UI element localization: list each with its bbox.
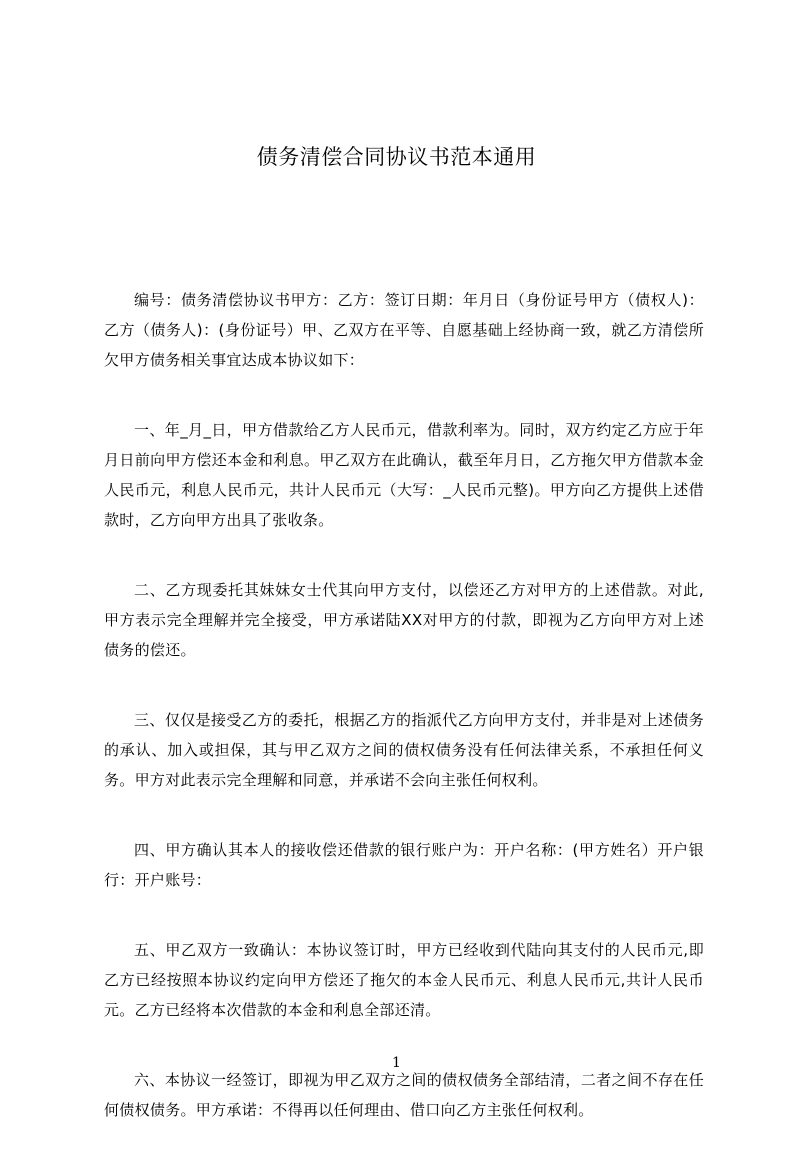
paragraph-clause-2: 二、乙方现委托其妹妹女士代其向甲方支付，以偿还乙方对甲方的上述借款。对此,甲方表示完全理解并完全接受，甲方承诺陆XX对甲方的付款，即视为乙方向甲方对上述债务的偿还。 bbox=[104, 581, 704, 659]
paragraph-clause-4: 四、甲方确认其本人的接收偿还借款的银行账户为：开户名称：(甲方姓名）开户银行：开户账号： bbox=[104, 841, 704, 889]
page-number: 1 bbox=[392, 1055, 401, 1071]
paragraph-clause-5: 五、甲乙双方一致确认：本协议签订时，甲方已经收到代陆向其支付的人民币元,即乙方已经按照本协议约定向甲方偿还了拖欠的本金人民币元、利息人民币元,共计人民币元。乙方已经将本次借款的本金和利息全部还清。 bbox=[104, 941, 704, 1019]
paragraph-clause-1: 一、年_月_日，甲方借款给乙方人民币元，借款利率为。同时，双方约定乙方应于年月日前向甲方偿还本金和利息。甲乙双方在此确认，截至年月日，乙方拖欠甲方借款本金人民币元，利息人民币元，共计人民币元（大写：_人民币元整)。甲方向乙方提供上述借款时，乙方向甲方出具了张收条。 bbox=[104, 421, 704, 529]
paragraph-clause-6: 六、本协议一经签订，即视为甲乙双方之间的债权债务全部结清，二者之间不存在任何债权债务。甲方承诺：不得再以任何理由、借口向乙方主张任何权利。 bbox=[104, 1071, 704, 1119]
document-body bbox=[104, 285, 704, 1165]
document-title: 债务清偿合同协议书范本通用 bbox=[256, 145, 537, 169]
paragraph-clause-3: 三、仅仅是接受乙方的委托，根据乙方的指派代乙方向甲方支付，并非是对上述债务的承认、加入或担保，其与甲乙双方之间的债权债务没有任何法律关系，不承担任何义务。甲方对此表示完全理解和同意，并承诺不会向主张任何权利。 bbox=[104, 711, 704, 789]
paragraph-preamble: 编号：债务清偿协议书甲方：乙方：签订日期：年月日（身份证号甲方（债权人)：乙方（债务人)：(身份证号）甲、乙双方在平等、自愿基础上经协商一致，就乙方清偿所欠甲方债务相关事宜达成本协议如下： bbox=[104, 291, 704, 369]
